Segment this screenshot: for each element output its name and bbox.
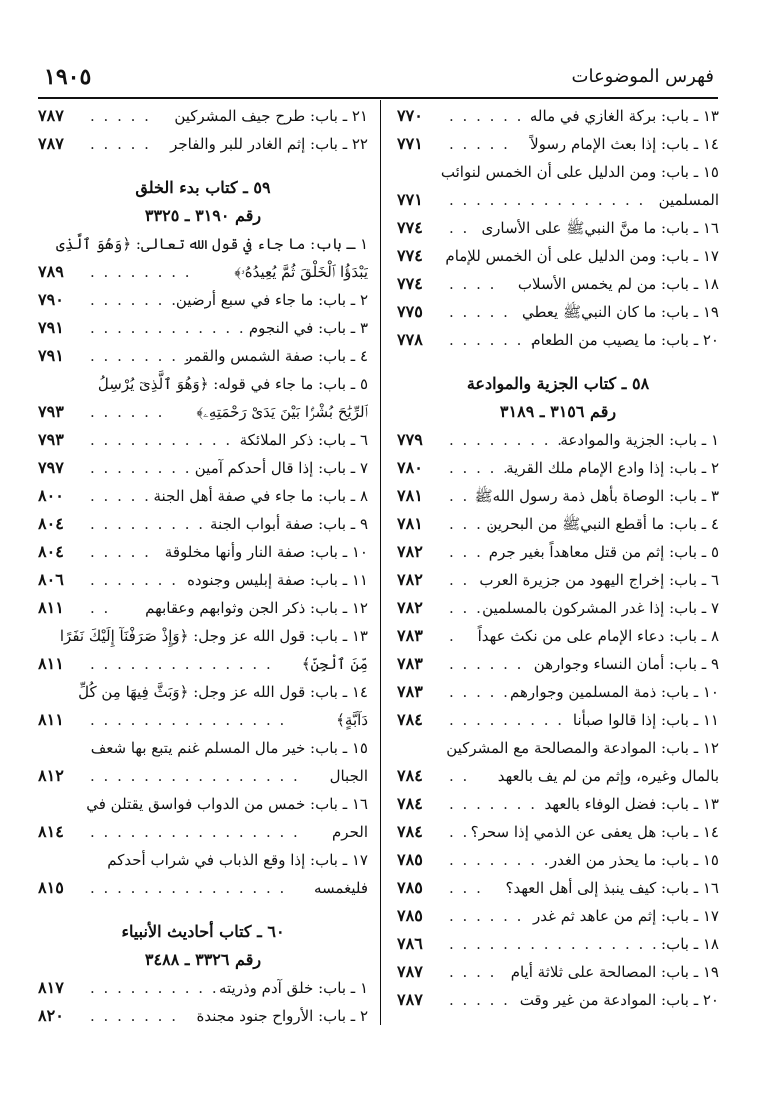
leader-dots: . . . . . [449, 459, 510, 477]
toc-entry [397, 790, 719, 818]
leader-dots: . . [449, 823, 470, 841]
toc-entry [397, 566, 719, 594]
toc-entry [38, 538, 368, 566]
entry-page-number: ٧٧٤ [397, 246, 423, 265]
entry-title: ١٥ ـ باب: ومن الدليل على أن الخمس لنوائب [440, 163, 719, 181]
leader-dots: . . . . . . . . . . . . . [90, 319, 260, 337]
leader-dots: . . . . . [449, 683, 510, 701]
entry-title: ١ ـ باب: الجزية والموادعة [560, 431, 719, 449]
entry-page-number: ٧٨٧ [38, 106, 64, 125]
toc-entry [38, 230, 368, 258]
toc-entry [397, 762, 719, 790]
leader-dots: . . . . . . . . . . [90, 979, 219, 997]
left-column [38, 102, 368, 1030]
leader-dots: . . . . [449, 275, 497, 293]
entry-page-number: ٧٩٠ [38, 290, 64, 309]
entry-title: الجبال [329, 767, 368, 785]
leader-dots: . . [90, 599, 111, 617]
entry-title: ١٧ ـ باب: إثم من عاهد ثم غدر [532, 907, 719, 925]
entry-title: دَآبَّةٍ﴾ [336, 711, 368, 729]
entry-page-number: ٧٨٤ [397, 766, 423, 785]
entry-title: ٣ ـ باب: في النجوم [248, 319, 368, 337]
leader-dots: . . . . . . . . . . . [90, 431, 233, 449]
entry-page-number: ٨١١ [38, 710, 64, 729]
book-title: ٦٠ ـ كتاب أحاديث الأنبياء [121, 922, 285, 941]
entry-title: ١٨ ـ باب: [661, 935, 719, 953]
leader-dots: . . . . . . . . . . . . . . [90, 655, 273, 673]
toc-entry [38, 482, 368, 510]
leader-dots: . . [449, 219, 470, 237]
leader-dots: . . . . . . . [90, 571, 178, 589]
toc-entry [38, 706, 368, 734]
toc-entry [397, 986, 719, 1014]
leader-dots: . . . . . . . . . [90, 515, 206, 533]
leader-dots: . . . . . . . . . . . . . . . [90, 711, 287, 729]
page-header [40, 62, 718, 92]
entry-page-number: ٧٨١ [397, 514, 423, 533]
entry-page-number: ٧٨٢ [397, 570, 423, 589]
toc-entry [397, 818, 719, 846]
toc-entry [397, 270, 719, 298]
entry-page-number: ٧٨٥ [397, 906, 423, 925]
entry-title: ٱلرِّيَٰحَ بُشْرًۢا بَيْنَ يَدَىْ رَحْمَتِهِۦ﴾ [196, 403, 368, 421]
page-number: ١٩٠٥ [44, 64, 92, 90]
entry-page-number: ٧٧٥ [397, 302, 423, 321]
toc-entry [397, 102, 719, 130]
entry-page-number: ٧٧١ [397, 190, 423, 209]
entry-page-number: ٧٨٣ [397, 626, 423, 645]
leader-dots: . . . [449, 599, 483, 617]
entry-page-number: ٧٩١ [38, 346, 64, 365]
toc-entry [397, 130, 719, 158]
leader-dots: . . . . . . . . . [449, 431, 565, 449]
entry-title: ٩ ـ باب: صفة أبواب الجنة [210, 515, 368, 533]
entry-title: ٥ ـ باب: إثم من قتل معاهداً بغير جرم [488, 543, 719, 561]
toc-entry [38, 762, 368, 790]
entry-page-number: ٨١٧ [38, 978, 64, 997]
entry-page-number: ٧٨٦ [397, 934, 423, 953]
entry-page-number: ٧٨٧ [38, 134, 64, 153]
entry-page-number: ٧٩٣ [38, 402, 64, 421]
toc-entry [397, 242, 719, 270]
entry-title: ١ ـ باب: خلق آدم وذريته [218, 979, 368, 997]
toc-entry [38, 622, 368, 650]
leader-dots: . . . . . . . . [90, 263, 192, 281]
leader-dots: . . . [449, 543, 483, 561]
entry-title: ١١ ـ باب: إذا قالوا صبأنا [572, 711, 719, 729]
toc-entry [397, 650, 719, 678]
entry-title: ١٦ ـ باب: كيف ينبذ إلى أهل العهد؟ [505, 879, 719, 897]
toc-entry [38, 874, 368, 902]
column-divider [380, 100, 381, 1025]
toc-entry [397, 482, 719, 510]
leader-dots: . . . . [449, 963, 497, 981]
entry-title: ٩ ـ باب: أمان النساء وجوارهن [533, 655, 719, 673]
entry-title: ٤ ـ باب: ما أقطع النبيﷺ من البحرين [486, 515, 719, 533]
entry-title: ١٢ ـ باب: الموادعة والمصالحة مع المشركين [446, 739, 719, 757]
entry-title: ١٢ ـ باب: ذكر الجن وثوابهم وعقابهم [145, 599, 368, 617]
entry-page-number: ٧٨٢ [397, 598, 423, 617]
entry-page-number: ٧٨٤ [397, 822, 423, 841]
toc-entry [397, 186, 719, 214]
entry-page-number: ٧٩١ [38, 318, 64, 337]
toc-entry [38, 974, 368, 1002]
entry-page-number: ٧٧٤ [397, 274, 423, 293]
entry-title: ٦ ـ باب: ذكر الملائكة [239, 431, 368, 449]
entry-title: ١٧ ـ باب: ومن الدليل على أن الخمس للإمام [445, 247, 719, 265]
toc-entry [38, 258, 368, 286]
toc-entry [38, 790, 368, 818]
running-title: فهرس الموضوعات [571, 66, 714, 87]
entry-title: ٧ ـ باب: إذا قال أحدكم آمين [194, 459, 368, 477]
right-column [397, 102, 719, 1014]
toc-entry [397, 930, 719, 958]
toc-entry [397, 958, 719, 986]
leader-dots: . . . . . . . [449, 331, 537, 349]
entry-title: ١٥ ـ باب: خير مال المسلم غنم يتبع بها شعف [90, 739, 368, 757]
leader-dots: . . . [449, 879, 483, 897]
entry-page-number: ٧٨٣ [397, 682, 423, 701]
entry-title: ٦ ـ باب: إخراج اليهود من جزيرة العرب [479, 571, 719, 589]
book-range: رقم ٣٣٢٦ ـ ٣٤٨٨ [144, 950, 262, 969]
leader-dots: . . . . . [449, 135, 510, 153]
entry-title: ١١ ـ باب: صفة إبليس وجنوده [187, 571, 368, 589]
leader-dots: . . . . . . [449, 655, 524, 673]
toc-entry [397, 594, 719, 622]
leader-dots: . . . . . . . . . [449, 711, 565, 729]
entry-title: ٥ ـ باب: ما جاء في قوله: ﴿وَهُوَ ٱلَّذِىٓ يُرْسِلُ [97, 375, 368, 393]
leader-dots: . . . . . . . . . . . . . . . . [90, 823, 300, 841]
leader-dots: . . . . [449, 515, 497, 533]
entry-page-number: ٧٨٧ [397, 962, 423, 981]
leader-dots: . . . . . . . [90, 1007, 178, 1025]
leader-dots: . . . . . . . [449, 795, 537, 813]
book-range: رقم ٣١٥٦ ـ ٣١٨٩ [499, 402, 617, 421]
leader-dots: . . [449, 571, 470, 589]
leader-dots: . . . . . . . [90, 291, 178, 309]
entry-page-number: ٧٩٣ [38, 430, 64, 449]
entry-page-number: ٧٨٩ [38, 262, 64, 281]
entry-title: ٨ ـ باب: ما جاء في صفة أهل الجنة [153, 487, 368, 505]
entry-page-number: ٧٨٢ [397, 542, 423, 561]
toc-entry [397, 454, 719, 482]
entry-page-number: ٨٠٤ [38, 514, 64, 533]
toc-entry [38, 454, 368, 482]
entry-page-number: ٨١٤ [38, 822, 64, 841]
right-entries-bottom [397, 426, 719, 1014]
leader-dots: . . . . . [449, 991, 510, 1009]
entry-page-number: ٧٨٥ [397, 878, 423, 897]
toc-entry [38, 370, 368, 398]
toc-entry [397, 158, 719, 186]
entry-page-number: ٨٢٠ [38, 1006, 64, 1025]
toc-entry [38, 314, 368, 342]
toc-entry [397, 734, 719, 762]
entry-title: ٢٠ ـ باب: ما يصيب من الطعام [531, 331, 719, 349]
right-entries-top [397, 102, 719, 354]
leader-dots: . . . . . . . . . . . . . . . [90, 879, 287, 897]
toc-entry [38, 286, 368, 314]
toc-entry [397, 902, 719, 930]
leader-dots: . . . . . . . . [449, 851, 551, 869]
leader-dots: . . . . . . . . [90, 459, 192, 477]
entry-page-number: ٧٨٠ [397, 458, 423, 477]
toc-entry [397, 622, 719, 650]
toc-entry [397, 678, 719, 706]
entry-title: ٧ ـ باب: إذا غدر المشركون بالمسلمين [482, 599, 719, 617]
book-range: رقم ٣١٩٠ ـ ٣٣٢٥ [144, 206, 262, 225]
leader-dots: . . . . . [90, 543, 151, 561]
entry-page-number: ٨١١ [38, 654, 64, 673]
book1-entries [38, 230, 368, 902]
leader-dots: . . . . . . . . [90, 347, 192, 365]
toc-entry [397, 846, 719, 874]
entry-page-number: ٧٩٧ [38, 458, 64, 477]
left-entries-top [38, 102, 368, 158]
book2-entries [38, 974, 368, 1030]
entry-title: ١٦ ـ باب: ما منَّ النبيﷺ على الأسارى [481, 219, 719, 237]
entry-page-number: ٧٧١ [397, 134, 423, 153]
leader-dots: . . . . . [449, 303, 510, 321]
entry-title: ٢١ ـ باب: طرح جيف المشركين [174, 107, 368, 125]
entry-page-number: ٧٧٠ [397, 106, 423, 125]
toc-entry [38, 566, 368, 594]
toc-entry [38, 678, 368, 706]
entry-page-number: ٧٨٤ [397, 710, 423, 729]
entry-page-number: ٨١٥ [38, 878, 64, 897]
leader-dots: . . . . . . . . . . . . . . . . [90, 767, 300, 785]
entry-title: ٢ ـ باب: إذا وادع الإمام ملك القرية [506, 459, 719, 477]
toc-entry [38, 102, 368, 130]
entry-title: الحرم [332, 823, 368, 841]
entry-page-number: ٨٠٦ [38, 570, 64, 589]
toc-entry [397, 874, 719, 902]
toc-entry [397, 326, 719, 354]
entry-page-number: ٧٧٨ [397, 330, 423, 349]
toc-entry [38, 342, 368, 370]
toc-entry [38, 734, 368, 762]
book-title: ٥٩ ـ كتاب بدء الخلق [135, 178, 271, 197]
leader-dots: . . . . . . . . . . . . . . . . [449, 935, 659, 953]
entry-title: ١٦ ـ باب: خمس من الدواب فواسق يقتلن في [86, 795, 368, 813]
toc-entry [38, 1002, 368, 1030]
entry-title: ١٣ ـ باب: فضل الوفاء بالعهد [544, 795, 719, 813]
entry-title: مِّنَ ٱلْجِنِّ﴾ [301, 655, 368, 673]
leader-dots: . . . . . . [90, 403, 165, 421]
leader-dots: . . . . . . . . . . . . . . . [449, 191, 646, 209]
entry-title: فليغمسه [314, 879, 368, 897]
entry-page-number: ٧٨٥ [397, 850, 423, 869]
entry-title: يَبْدَؤُا ٱلْخَلْقَ ثُمَّ يُعِيدُهُۥ﴾ [234, 263, 368, 281]
entry-page-number: ٧٨٤ [397, 794, 423, 813]
toc-entry [38, 130, 368, 158]
header-rule [38, 97, 718, 99]
entry-page-number: ٨٠٠ [38, 486, 64, 505]
entry-title: ٢ ـ باب: الأرواح جنود مجندة [196, 1007, 368, 1025]
entry-title: ١٨ ـ باب: من لم يخمس الأسلاب [517, 275, 719, 293]
entry-title: المسلمين [658, 191, 719, 209]
entry-title: ٢ ـ باب: ما جاء في سبع أرضين [175, 291, 368, 309]
entry-page-number: ٨٠٤ [38, 542, 64, 561]
toc-entry [38, 398, 368, 426]
toc-entry [397, 214, 719, 242]
entry-page-number: ٨١٢ [38, 766, 64, 785]
entry-title: ٣ ـ باب: الوصاة بأهل ذمة رسول اللهﷺ [474, 487, 719, 505]
entry-title: ١٠ ـ باب: صفة النار وأنها مخلوقة [164, 543, 368, 561]
entry-page-number: ٧٨١ [397, 486, 423, 505]
entry-title: ١٥ ـ باب: ما يحذر من الغدر [549, 851, 719, 869]
leader-dots: . [449, 627, 456, 645]
entry-page-number: ٧٧٩ [397, 430, 423, 449]
toc-entry [38, 818, 368, 846]
toc-entry [397, 510, 719, 538]
entry-title: ٨ ـ باب: دعاء الإمام على من نكث عهداً [477, 627, 719, 645]
leader-dots: . . . . . . . [449, 107, 537, 125]
toc-entry [38, 594, 368, 622]
toc-entry [397, 426, 719, 454]
entry-page-number: ٧٧٤ [397, 218, 423, 237]
entry-title: ٤ ـ باب: صفة الشمس والقمر [184, 347, 368, 365]
entry-title: ٢٢ ـ باب: إثم الغادر للبر والفاجر [170, 135, 368, 153]
leader-dots: . . . [449, 487, 483, 505]
toc-entry [397, 706, 719, 734]
toc-entry [38, 510, 368, 538]
entry-title: ٢٠ ـ باب: الموادعة من غير وقت [519, 991, 719, 1009]
entry-title: ١ ـ باب: ما جاء في قول الله تعالى: ﴿وَهُوَ ٱلَّذِى [56, 235, 368, 253]
entry-title: ١٣ ـ باب: قول الله عز وجل: ﴿وَإِذْ صَرَفْنَآ إِلَيْكَ نَفَرًا [59, 627, 368, 645]
entry-title: ١٤ ـ باب: هل يعفى عن الذمي إذا سحر؟ [470, 823, 719, 841]
book-title: ٥٨ ـ كتاب الجزية والموادعة [466, 374, 650, 393]
entry-page-number: ٧٨٣ [397, 654, 423, 673]
leader-dots: . . [449, 767, 470, 785]
entry-title: بالمال وغيره، وإثم من لم يف بالعهد [497, 767, 719, 785]
toc-entry [38, 846, 368, 874]
entry-page-number: ٧٨٧ [397, 990, 423, 1009]
entry-title: ١٣ ـ باب: بركة الغازي في ماله [529, 107, 719, 125]
entry-title: ١٩ ـ باب: ما كان النبيﷺ يعطي [521, 303, 719, 321]
leader-dots: . . . . . . [449, 907, 524, 925]
entry-title: ١٤ ـ باب: قول الله عز وجل: ﴿وَبَثَّ فِيهَا مِن كُلِّ [78, 683, 368, 701]
toc-entry [397, 298, 719, 326]
toc-entry [38, 650, 368, 678]
toc-entry [38, 426, 368, 454]
entry-title: ١٠ ـ باب: ذمة المسلمين وجوارهم [510, 683, 719, 701]
entry-title: ١٤ ـ باب: إذا بعث الإمام رسولاً [530, 135, 719, 153]
leader-dots: . . . . . [90, 135, 151, 153]
toc-entry [397, 538, 719, 566]
entry-title: ١٧ ـ باب: إذا وقع الذباب في شراب أحدكم [107, 851, 368, 869]
entry-title: ١٩ ـ باب: المصالحة على ثلاثة أيام [510, 963, 719, 981]
entry-page-number: ٨١١ [38, 598, 64, 617]
leader-dots: . . . . . [90, 487, 151, 505]
leader-dots: . . . . . [90, 107, 151, 125]
